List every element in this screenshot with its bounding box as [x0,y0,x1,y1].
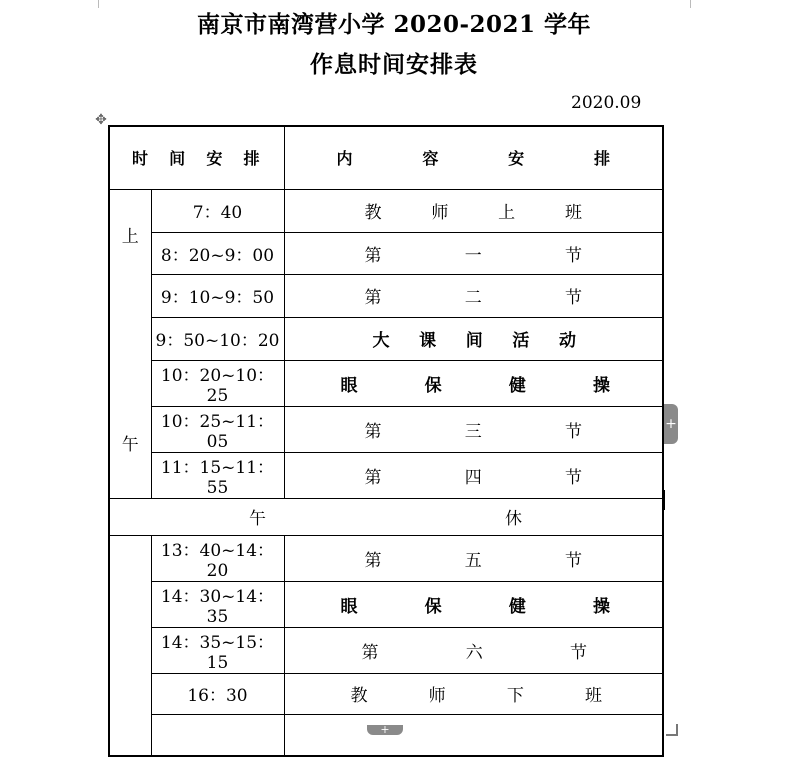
content-cell[interactable] [284,189,663,232]
noon-break-left: 午 [249,509,266,529]
content-char: 节 [565,550,582,571]
content-cell[interactable] [284,232,663,274]
document-date: 2020.09 [571,93,642,113]
plus-icon[interactable]: + [367,725,403,735]
schedule-table [108,125,664,757]
content-char: 第 [364,421,382,442]
morning-label-bottom: 午 [121,434,139,455]
morning-label-cell [109,189,151,498]
content-char: 节 [565,245,582,266]
content-char: 上 [498,203,516,223]
table-row [109,673,663,714]
content-char: 动 [559,331,576,351]
table-row [109,535,663,581]
content-char: 操 [592,596,610,617]
content-cell[interactable] [284,627,663,673]
time-cell[interactable]: 7：40 [151,189,284,232]
header-char: 间 [169,149,186,169]
time-cell[interactable]: 10：20~10：25 [151,360,284,406]
content-text [285,283,663,308]
content-char: 第 [361,642,379,663]
time-cell[interactable]: 10：25~11：05 [151,406,284,452]
table-row [109,627,663,673]
plus-icon[interactable]: + [664,404,678,444]
table-row [109,232,663,274]
header-char: 排 [593,149,610,169]
content-char: 一 [464,245,482,266]
time-cell[interactable]: 9：50~10：20 [151,317,284,360]
content-char: 师 [428,686,446,706]
content-text [285,638,663,663]
document-subtitle: 作息时间安排表 [310,51,478,78]
content-cell[interactable] [284,406,663,452]
table-row [109,189,663,232]
content-cell[interactable] [284,317,663,360]
content-char: 教 [350,686,368,706]
content-cell[interactable] [284,274,663,317]
noon-break-row [109,498,663,535]
content-text [285,592,663,617]
content-char: 节 [565,467,582,488]
content-cell[interactable] [284,714,663,756]
time-cell[interactable]: 14：30~14：35 [151,581,284,627]
document-title: 南京市南湾营小学 2020-2021 学年 [196,11,592,38]
resize-icon[interactable] [666,724,678,736]
content-text [285,198,663,223]
time-cell[interactable] [151,714,284,756]
content-cell[interactable] [284,535,663,581]
content-char: 第 [364,288,382,308]
header-time-cell [109,126,284,189]
content-char: 四 [464,467,482,488]
content-char: 班 [564,203,582,223]
content-char: 班 [584,686,602,706]
time-cell[interactable]: 8：20~9：00 [151,232,284,274]
content-char: 保 [424,596,442,617]
content-char: 三 [464,421,482,442]
content-char: 操 [592,375,610,396]
content-char: 六 [465,642,483,663]
content-char: 眼 [340,375,358,396]
content-char: 节 [565,421,582,442]
header-char: 容 [422,149,439,169]
content-char: 健 [508,375,526,396]
header-time-label [110,146,284,169]
content-char: 健 [508,596,526,617]
content-char: 教 [364,203,382,223]
row-end-marker [662,490,665,510]
table-row [109,406,663,452]
content-text [285,371,663,396]
header-char: 安 [206,149,223,169]
time-cell[interactable]: 9：10~9：50 [151,274,284,317]
content-cell[interactable] [284,452,663,498]
content-text [285,417,663,442]
time-cell[interactable]: 11：15~11：55 [151,452,284,498]
content-text [285,681,663,706]
content-text [285,326,663,351]
content-char: 第 [364,467,382,488]
content-char: 五 [464,550,482,571]
content-char: 活 [512,331,530,351]
content-cell[interactable] [284,360,663,406]
content-text [285,546,663,571]
content-char: 课 [419,331,437,351]
content-char: 节 [565,288,582,308]
header-content-label [285,146,663,169]
content-char: 大 [372,331,390,351]
content-char: 间 [465,331,483,351]
table-row [109,581,663,627]
content-char: 师 [431,203,449,223]
table-row [109,452,663,498]
table-row [109,317,663,360]
content-char: 第 [364,245,382,266]
noon-break-cell[interactable] [109,498,663,535]
content-text [285,241,663,266]
header-char: 时 [132,149,149,169]
time-cell[interactable]: 14：35~15：15 [151,627,284,673]
move-icon[interactable]: ✥ [95,112,107,128]
noon-break-right: 休 [505,509,522,529]
content-cell[interactable] [284,673,663,714]
content-text [285,463,663,488]
content-char: 二 [464,288,482,308]
content-char: 眼 [340,596,358,617]
header-row [109,126,663,189]
morning-label-top: 上 [121,226,139,247]
table-row [109,274,663,317]
header-char: 内 [336,149,353,169]
content-char: 保 [424,375,442,396]
content-char: 第 [364,550,382,571]
noon-break-text [110,504,662,529]
header-content-cell [284,126,663,189]
content-cell[interactable] [284,581,663,627]
content-char: 节 [570,642,587,663]
time-cell[interactable]: 13：40~14：20 [151,535,284,581]
table-row [109,360,663,406]
header-char: 排 [243,149,260,169]
header-char: 安 [508,149,525,169]
afternoon-label-cell [109,535,151,756]
content-char: 下 [506,686,524,706]
time-cell[interactable]: 16：30 [151,673,284,714]
